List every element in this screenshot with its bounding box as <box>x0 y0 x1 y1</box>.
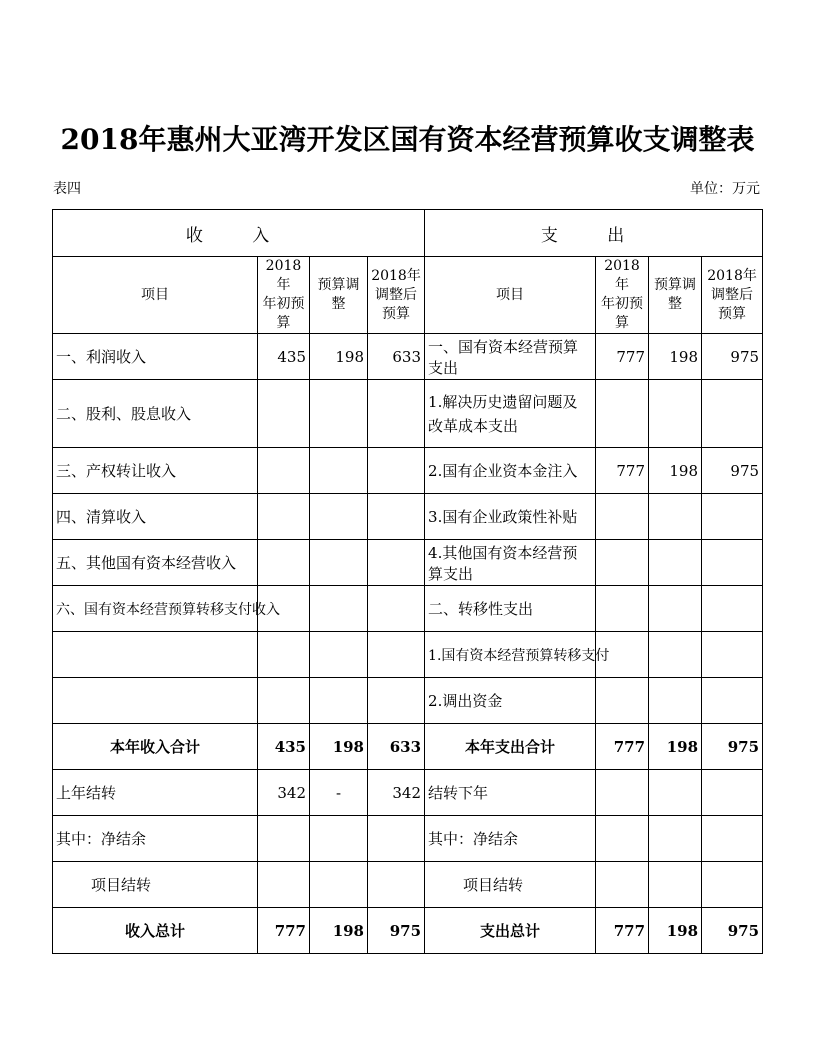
income-section-header: 收 入 <box>53 210 425 257</box>
expense-adjusted <box>702 540 763 586</box>
expense-item: 3.国有企业政策性补贴 <box>425 494 596 540</box>
income-item: 四、清算收入 <box>53 494 258 540</box>
income-item: 上年结转 <box>53 770 258 816</box>
income-adjusted <box>368 540 425 586</box>
expense-item: 二、转移性支出 <box>425 586 596 632</box>
expense-initial: 777 <box>596 724 649 770</box>
table-row <box>53 334 763 380</box>
expense-item-header: 项目 <box>425 257 596 334</box>
expense-adjust: 198 <box>649 908 702 954</box>
expense-adjusted <box>702 678 763 724</box>
income-adjust: - <box>310 770 368 816</box>
expense-adjusted: 975 <box>702 908 763 954</box>
table-row <box>53 494 763 540</box>
income-adjust <box>310 586 368 632</box>
income-initial <box>258 494 310 540</box>
expense-adjusted <box>702 770 763 816</box>
expense-item: 项目结转 <box>425 862 596 908</box>
income-adjusted <box>368 380 425 448</box>
expense-adjust <box>649 862 702 908</box>
budget-table <box>52 209 763 954</box>
income-adjusted <box>368 586 425 632</box>
expense-adjusted: 975 <box>702 724 763 770</box>
expense-adjust <box>649 816 702 862</box>
income-adjust <box>310 494 368 540</box>
income-initial: 435 <box>258 724 310 770</box>
expense-item: 2.国有企业资本金注入 <box>425 448 596 494</box>
income-adjust <box>310 380 368 448</box>
expense-adjust <box>649 770 702 816</box>
expense-initial: 777 <box>596 334 649 380</box>
expense-adjusted-header: 2018年 调整后预算 <box>702 257 763 334</box>
table-label: 表四 <box>53 181 81 197</box>
income-item: 二、股利、股息收入 <box>53 380 258 448</box>
expense-adjusted <box>702 632 763 678</box>
expense-adjust <box>649 540 702 586</box>
income-initial <box>258 816 310 862</box>
income-initial <box>258 448 310 494</box>
expense-initial <box>596 494 649 540</box>
income-adjusted: 633 <box>368 724 425 770</box>
expense-initial <box>596 862 649 908</box>
expense-adjust <box>649 380 702 448</box>
expense-initial: 777 <box>596 908 649 954</box>
expense-initial <box>596 816 649 862</box>
table-row <box>53 380 763 448</box>
expense-adjusted <box>702 494 763 540</box>
income-adjusted: 975 <box>368 908 425 954</box>
carry-row <box>53 770 763 816</box>
section-header-row <box>53 210 763 257</box>
income-adjusted-header: 2018年 调整后预算 <box>368 257 425 334</box>
income-adjusted <box>368 816 425 862</box>
income-adjusted: 633 <box>368 334 425 380</box>
income-item <box>53 632 258 678</box>
income-adjust: 198 <box>310 908 368 954</box>
expense-section-header: 支 出 <box>425 210 763 257</box>
income-initial: 342 <box>258 770 310 816</box>
income-initial: 777 <box>258 908 310 954</box>
expense-initial <box>596 380 649 448</box>
income-adjust <box>310 632 368 678</box>
income-adjusted <box>368 448 425 494</box>
table-row <box>53 632 763 678</box>
expense-initial <box>596 678 649 724</box>
table-row <box>53 448 763 494</box>
expense-adjust <box>649 678 702 724</box>
table-row <box>53 586 763 632</box>
income-adjust: 198 <box>310 724 368 770</box>
income-item: 三、产权转让收入 <box>53 448 258 494</box>
expense-initial <box>596 586 649 632</box>
expense-grand-total-label: 支出总计 <box>425 908 596 954</box>
expense-item: 其中：净结余 <box>425 816 596 862</box>
income-item: 项目结转 <box>53 862 258 908</box>
column-header-row <box>53 257 763 334</box>
expense-adjusted: 975 <box>702 448 763 494</box>
annual-total-row <box>53 724 763 770</box>
income-initial <box>258 678 310 724</box>
income-adjusted: 342 <box>368 770 425 816</box>
income-adjusted <box>368 862 425 908</box>
income-item-header: 项目 <box>53 257 258 334</box>
expense-initial-header: 2018年 年初预算 <box>596 257 649 334</box>
expense-adjusted <box>702 586 763 632</box>
income-adjust <box>310 862 368 908</box>
income-adjust <box>310 678 368 724</box>
expense-adjust: 198 <box>649 448 702 494</box>
income-initial <box>258 862 310 908</box>
income-adjust <box>310 448 368 494</box>
expense-item: 1.解决历史遗留问题及改革成本支出 <box>425 380 596 448</box>
grand-total-row <box>53 908 763 954</box>
expense-adjusted <box>702 380 763 448</box>
expense-adjust <box>649 494 702 540</box>
expense-initial <box>596 770 649 816</box>
income-adjusted <box>368 632 425 678</box>
expense-item: 结转下年 <box>425 770 596 816</box>
income-initial <box>258 540 310 586</box>
expense-item: 一、国有资本经营预算支出 <box>425 334 596 380</box>
income-item: 其中：净结余 <box>53 816 258 862</box>
expense-item: 4.其他国有资本经营预算支出 <box>425 540 596 586</box>
income-adjusted <box>368 494 425 540</box>
expense-adjust <box>649 632 702 678</box>
expense-initial: 777 <box>596 448 649 494</box>
income-initial: 435 <box>258 334 310 380</box>
expense-adjusted: 975 <box>702 334 763 380</box>
table-row <box>53 540 763 586</box>
expense-total-label: 本年支出合计 <box>425 724 596 770</box>
income-item: 六、国有资本经营预算转移支付收入 <box>53 586 258 632</box>
expense-initial <box>596 540 649 586</box>
expense-adjusted <box>702 816 763 862</box>
expense-adjust <box>649 586 702 632</box>
income-initial-header: 2018年 年初预算 <box>258 257 310 334</box>
expense-adjust: 198 <box>649 334 702 380</box>
expense-adjust-header: 预算调整 <box>649 257 702 334</box>
income-adjust-header: 预算调整 <box>310 257 368 334</box>
unit-label: 单位：万元 <box>690 181 760 197</box>
expense-adjust: 198 <box>649 724 702 770</box>
income-adjust: 198 <box>310 334 368 380</box>
income-adjusted <box>368 678 425 724</box>
expense-item: 2.调出资金 <box>425 678 596 724</box>
page-title: 2018年惠州大亚湾开发区国有资本经营预算收支调整表 <box>60 123 755 156</box>
income-initial <box>258 380 310 448</box>
income-initial <box>258 632 310 678</box>
expense-adjusted <box>702 862 763 908</box>
income-item: 五、其他国有资本经营收入 <box>53 540 258 586</box>
net-balance-row <box>53 816 763 862</box>
income-total-label: 本年收入合计 <box>53 724 258 770</box>
table-row <box>53 678 763 724</box>
project-carry-row <box>53 862 763 908</box>
income-grand-total-label: 收入总计 <box>53 908 258 954</box>
income-item: 一、利润收入 <box>53 334 258 380</box>
income-item <box>53 678 258 724</box>
income-adjust <box>310 540 368 586</box>
expense-item: 1.国有资本经营预算转移支付 <box>425 632 596 678</box>
income-adjust <box>310 816 368 862</box>
